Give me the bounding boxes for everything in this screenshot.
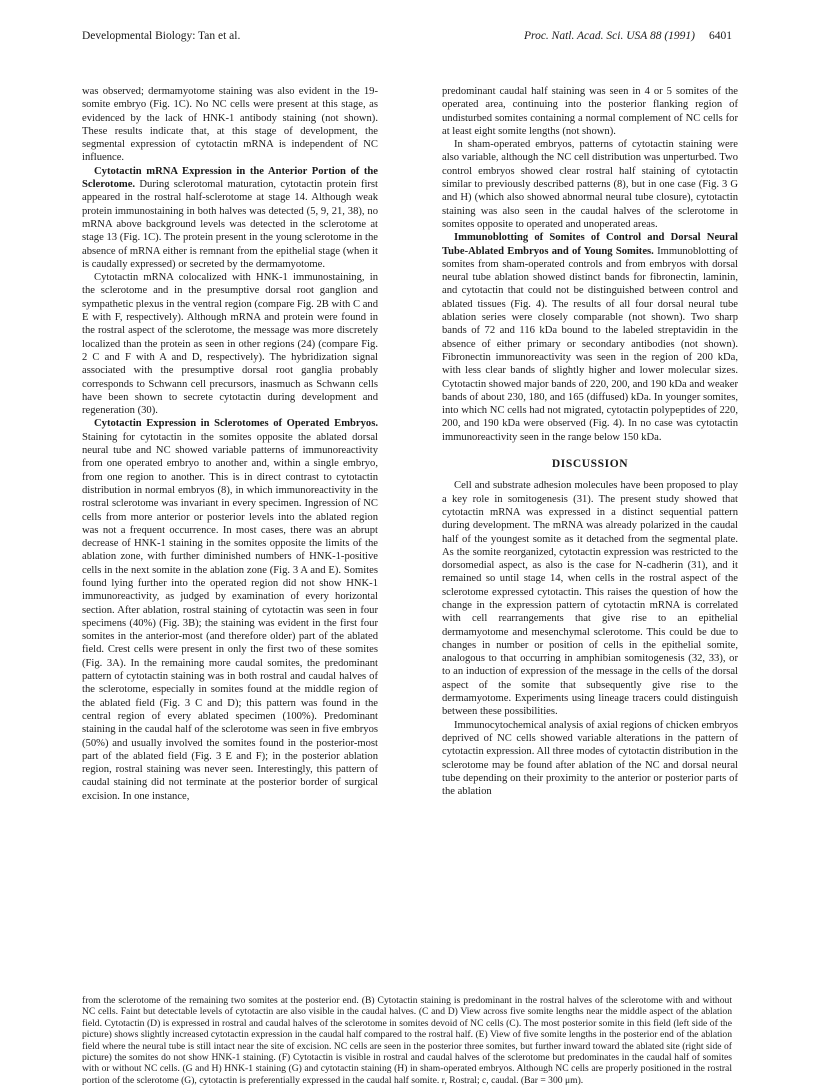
paragraph: was observed; dermamyotome staining was also evident in the 19-somite embryo (Fig. 1C). No NC cells were present at this stage, as evidenced by the lack of HNK-1 antibody staining (not shown). These results indicate that, at this stage of development, the segmental expression of cytotactin mRNA is independent of NC influence. [82, 86, 378, 164]
run-in-heading: Immunoblotting of Somites of Control and Dorsal Neural Tube-Ablated Embryos and of Young Somites. [442, 232, 738, 257]
page-number: 6401 [709, 30, 732, 42]
running-header [82, 30, 732, 50]
run-in-heading: Cytotactin Expression in Sclerotomes of Operated Embryos. [94, 418, 378, 430]
paragraph-body: During sclerotomal maturation, cytotactin protein first appeared in the rostral half-sclerotome at stage 14. Although weak protein immunostaining in both halves was detected (5, 9, 21, 38), no mRNA above background levels was detected in the sclerotome at stage 13 (Fig. 1C). The protein present in the young sclerotome in the absence of mRNA either is remnant from the epithelial stage (when it is caudally expressed) or secreted by the dermamyotome. [82, 179, 378, 270]
header-journal-citation [524, 30, 732, 42]
paragraph: predominant caudal half staining was seen in 4 or 5 somites of the operated area, continuing into the posterior flanking region of undisturbed somites containing a normal complement of NC cells for at least eight somite lengths (not shown). [442, 86, 738, 137]
section-heading-discussion: DISCUSSION [551, 458, 629, 471]
paragraph [82, 165, 378, 271]
paragraph: Cytotactin mRNA colocalized with HNK-1 immunostaining, in the sclerotome and in the presumptive dorsal root ganglion and sympathetic plexus in the ventral region (compare Fig. 2B with C and E with F, respectively). Although mRNA and protein were found in the rostral aspect of the sclerotome, the message was more discretely localized than the protein as seen in other regions (24) (compare Fig. 2 C and F with A and D, respectively). The hybridization signal associated with the presumptive dorsal root ganglia probably corresponds to Schwann cell precursors, inasmuch as Schwann cells have been shown to secrete cytotactin during development and regeneration (30). [82, 272, 378, 417]
left-column [82, 85, 378, 803]
paragraph [82, 417, 378, 803]
header-section-author: Developmental Biology: Tan et al. [82, 30, 241, 42]
paragraph: In sham-operated embryos, patterns of cytotactin staining were also variable, although the NC cell distribution was unperturbed. Two control embryos showed clear rostral half staining of cytotactin similar to previously described patterns (8), but in one case (Fig. 3 G and H) (which also showed abnormal neural tube closure), cytotactin staining was also seen in the caudal halves of the sclerotome in somites opposite to operated and unoperated areas. [442, 139, 738, 230]
run-in-heading: Cytotactin mRNA Expression in the Anterior Portion of the Sclerotome. [82, 165, 378, 191]
header-citation-text: Proc. Natl. Acad. Sci. USA 88 (1991) [524, 30, 695, 42]
right-column [442, 85, 738, 798]
paragraph: Immunocytochemical analysis of axial regions of chicken embryos deprived of NC cells showed variable alterations in the pattern of cytotactin expression. All three modes of cytotactin distribution in the sclerotome may be found after ablation of the NC and dorsal neural tube depending on their proximity to the anterior or posterior parts of the ablation [442, 719, 738, 798]
paragraph: Cell and substrate adhesion molecules have been proposed to play a key role in somitogenesis (31). The present study showed that cytotactin mRNA was expressed in a distinct sequential pattern during development. The mRNA was already polarized in the caudal half of the youngest somite as it detached from the segmental plate. As the somite reorganized, cytotactin expression was restricted to the dorsomedial aspect, as also is the case for N-cadherin (31), and it remained so until stage 14, when cells in the rostral aspect of the sclerotome expressed cytotactin. This raises the question of how the change in the expression pattern of cytotactin mRNA is correlated with cell rearrangements that give rise to an epithelial dermamyotome and mesenchymal sclerotome. This could be due to changes in number or position of cells in the epithelial somite, analogous to that occurring in amphibian somitogenesis (32, 33), or to an induction of expression of the message in the cells of the dorsal aspect of the somite that subsequently give rise to the dermamyotome. Experiments using lineage tracers could distinguish between these possibilities. [442, 480, 738, 718]
figure-caption: from the sclerotome of the remaining two somites at the posterior end. (B) Cytotactin staining is predominant in the rostral halves of the sclerotome with and without NC cells. Faint but detectable levels of cytotactin are also visible in the caudal halves. (C and D) View across five somite lengths near the middle aspect of the ablation field. Cytotactin (D) is expressed in rostral and caudal halves of the sclerotome in somites devoid of NC cells (C). The most posterior somite in this field (left side of the picture) shows slightly increased cytotactin expression in the caudal half compared to the rostral half. (E) View of five somite lengths in the posterior end of the ablation field where the neural tube is still intact near the site of excision. NC cells are seen in the posterior three somites, but further inward toward the ablated site (right side of picture) the somites do not show HNK-1 staining. (F) Cytotactin is visible in rostral and caudal halves of the sclerotome but predominates in the caudal half of somites with or without NC cells. (G and H) HNK-1 staining (G) and cytotactin staining (H) in sham-operated embryos. Although NC cells are properly positioned in the rostral portion of the sclerotome (G), cytotactin is preferentially expressed in the caudal half somite. r, Rostral; c, caudal. (Bar = 300 μm). [82, 995, 732, 1086]
paragraph-body: Immunoblotting of somites from sham-operated controls and from embryos with dorsal neural tube ablation showed distinct bands for fibronectin, laminin, and cytotactin that could not be distinguished between control and ablated tissues (Fig. 4). The results of all four dorsal neural tube ablation series were closely comparable (not shown). Two sharp bands of 72 and 116 kDa bound to the labeled streptavidin in the absence of either primary or secondary antibodies (not shown). Fibronectin immunoreactivity was seen in the region of 200 kDa, with less clear bands of slightly higher and lower molecular sizes. Cytotactin showed major bands of 220, 200, and 190 kDa and weaker bands of about 230, 180, and 165 (diffused) kDa. In younger somites, into which NC cells had not migrated, cytotactin polypeptides of 220, 200, and 190 kDa were observed (Fig. 4). In no case was cytotactin immunoreactivity seen in the range below 150 kDa. [442, 245, 739, 443]
paragraph [442, 231, 738, 444]
paragraph-body: Staining for cytotactin in the somites opposite the ablated dorsal neural tube and NC showed variable patterns of immunoreactivity from one operated embryo to another and, within a single embryo, from one region to another. This is in direct contrast to cytotactin distribution in normal embryos (8), in which immunoreactivity in the rostral sclerotome was invariant in every specimen. Ingression of NC cells from more anterior or posterior levels into the ablated region was not a frequent occurrence. In most cases, there was an abrupt decrease of HNK-1 staining in the somites opposite the limits of the ablation zone, with further diminished numbers of HNK-1-positive cells in the next somite in the ablation zone (Fig. 3 A and E). Somites found lying further into the operated region did not show HNK-1 immunoreactivity, as judged by examination of every horizontal section. After ablation, rostral staining of cytotactin was seen in four specimens (40%) (Fig. 3B); the staining was evident in the first four somites in the anterior-most (and therefore older) part of the ablated field. Crest cells were present in only the first two of these somites (Fig. 3A). In the remaining more caudal somites, the predominant pattern of cytotactin staining was in both rostral and caudal halves of the sclerotome, especially in somites found at the middle region of the ablated field (Fig. 3 C and D); this pattern was found in the central region of every ablated specimen (100%). Predominant staining in the caudal half of the sclerotome was seen in five embryos (50%) and usually involved the somites found in the posterior-most part of the ablated field (Fig. 3 E and F); in the posterior ablation region, rostral staining was never seen. Interestingly, this pattern of caudal staining did not terminate at the posterior border of surgical excision. In one instance, [82, 431, 378, 802]
